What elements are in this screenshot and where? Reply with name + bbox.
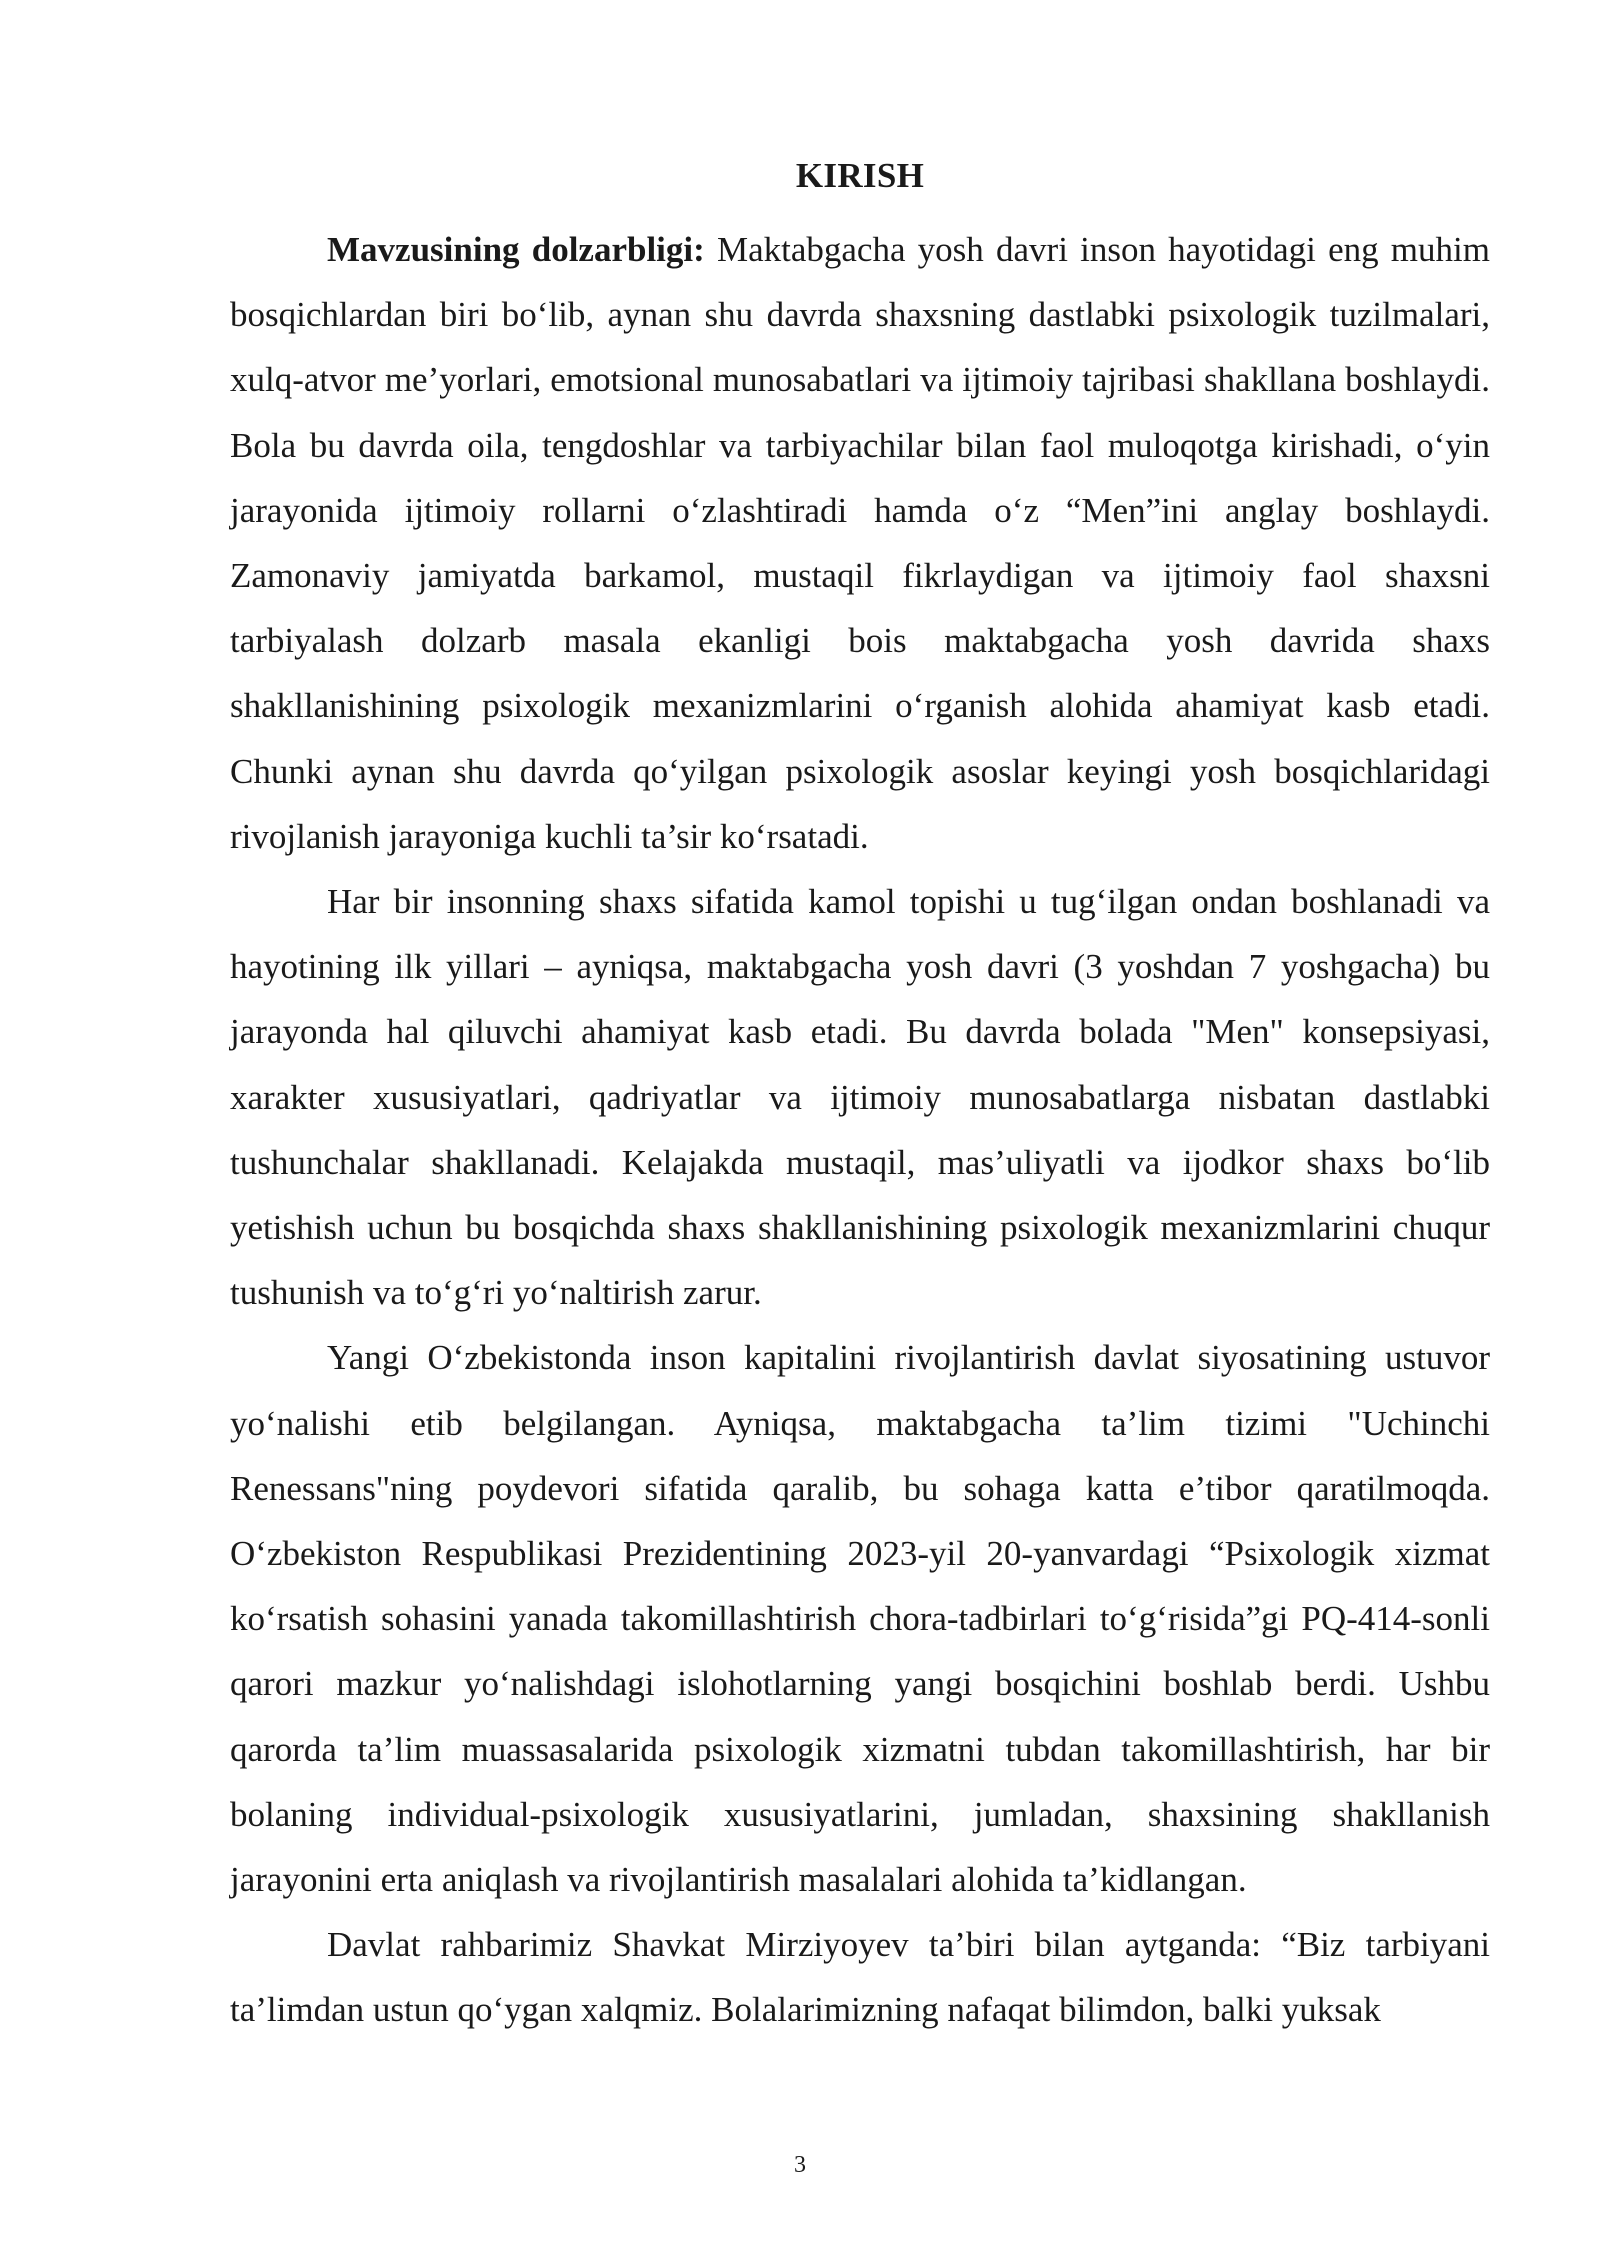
paragraph-lead: Mavzusining dolzarbligi:	[327, 230, 705, 269]
paragraph-text: Yangi O‘zbekistonda inson kapitalini rivojlantirish davlat siyosatining ustuvor yo‘nalishi etib belgilangan. Ayniqsa, maktabgacha ta’lim tizimi "Uchinchi Renessans"ning poydevori sifatida qaralib, bu sohaga katta e’tibor qaratilmoqda. O‘zbekiston Respublikasi Prezidentining 2023-yil 20-yanvardagi “Psixologik xizmat ko‘rsatish sohasini yanada takomillashtirish chora-tadbirlari to‘g‘risida”gi PQ-414-sonli qarori mazkur yo‘nalishdagi islohotlarning yangi bosqichini boshlab berdi. Ushbu qarorda ta’lim muassasalarida psixologik xizmatni tubdan takomillashtirish, har bir bolaning individual-psixologik xususiyatlarini, jumladan, shaxsining shakllanish jarayonini erta aniqlash va rivojlantirish masalalari alohida ta’kidlangan.	[230, 1338, 1490, 1900]
paragraph-state-policy	[230, 1325, 1490, 1912]
paragraph-text: Davlat rahbarimiz Shavkat Mirziyoyev ta’biri bilan aytganda: “Biz tarbiyani ta’limdan ustun qo‘ygan xalqmiz. Bolalarimizning nafaqat bilimdon, balki yuksak	[230, 1925, 1490, 2030]
page-number: 3	[794, 2152, 806, 2178]
paragraph-text: Maktabgacha yosh davri inson hayotidagi eng muhim bosqichlardan biri bo‘lib, aynan shu davrda shaxsning dastlabki psixologik tuzilmalari, xulq-atvor me’yorlari, emotsional munosabatlari va ijtimoiy tajribasi shakllana boshlaydi. Bola bu davrda oila, tengdoshlar va tarbiyachilar bilan faol muloqotga kirishadi, o‘yin jarayonida ijtimoiy rollarni o‘zlashtiradi hamda o‘z “Men”ini anglay boshlaydi. Zamonaviy jamiyatda barkamol, mustaqil fikrlaydigan va ijtimoiy faol shaxsni tarbiyalash dolzarb masala ekanligi bois maktabgacha yosh davrida shaxs shakllanishining psixologik mexanizmlarini o‘rganish alohida ahamiyat kasb etadi. Chunki aynan shu davrda qo‘yilgan psixologik asoslar keyingi yosh bosqichlaridagi rivojlanish jarayoniga kuchli ta’sir ko‘rsatadi.	[230, 230, 1490, 856]
section-heading: KIRISH	[795, 156, 925, 195]
page-body	[230, 152, 1490, 2043]
paragraph-president-quote	[230, 1912, 1490, 2042]
paragraph-relevance	[230, 217, 1490, 869]
paragraph-text: Har bir insonning shaxs sifatida kamol topishi u tug‘ilgan ondan boshlanadi va hayotining ilk yillari – ayniqsa, maktabgacha yosh davri (3 yoshdan 7 yoshgacha) bu jarayonda hal qiluvchi ahamiyat kasb etadi. Bu davrda bolada "Men" konsepsiyasi, xarakter xususiyatlari, qadriyatlar va ijtimoiy munosabatlarga nisbatan dastlabki tushunchalar shakllanadi. Kelajakda mustaqil, mas’uliyatli va ijodkor shaxs bo‘lib yetishish uchun bu bosqichda shaxs shakllanishining psixologik mexanizmlarini chuqur tushunish va to‘g‘ri yo‘naltirish zarur.	[230, 882, 1490, 1313]
paragraph-personality-formation	[230, 869, 1490, 1325]
